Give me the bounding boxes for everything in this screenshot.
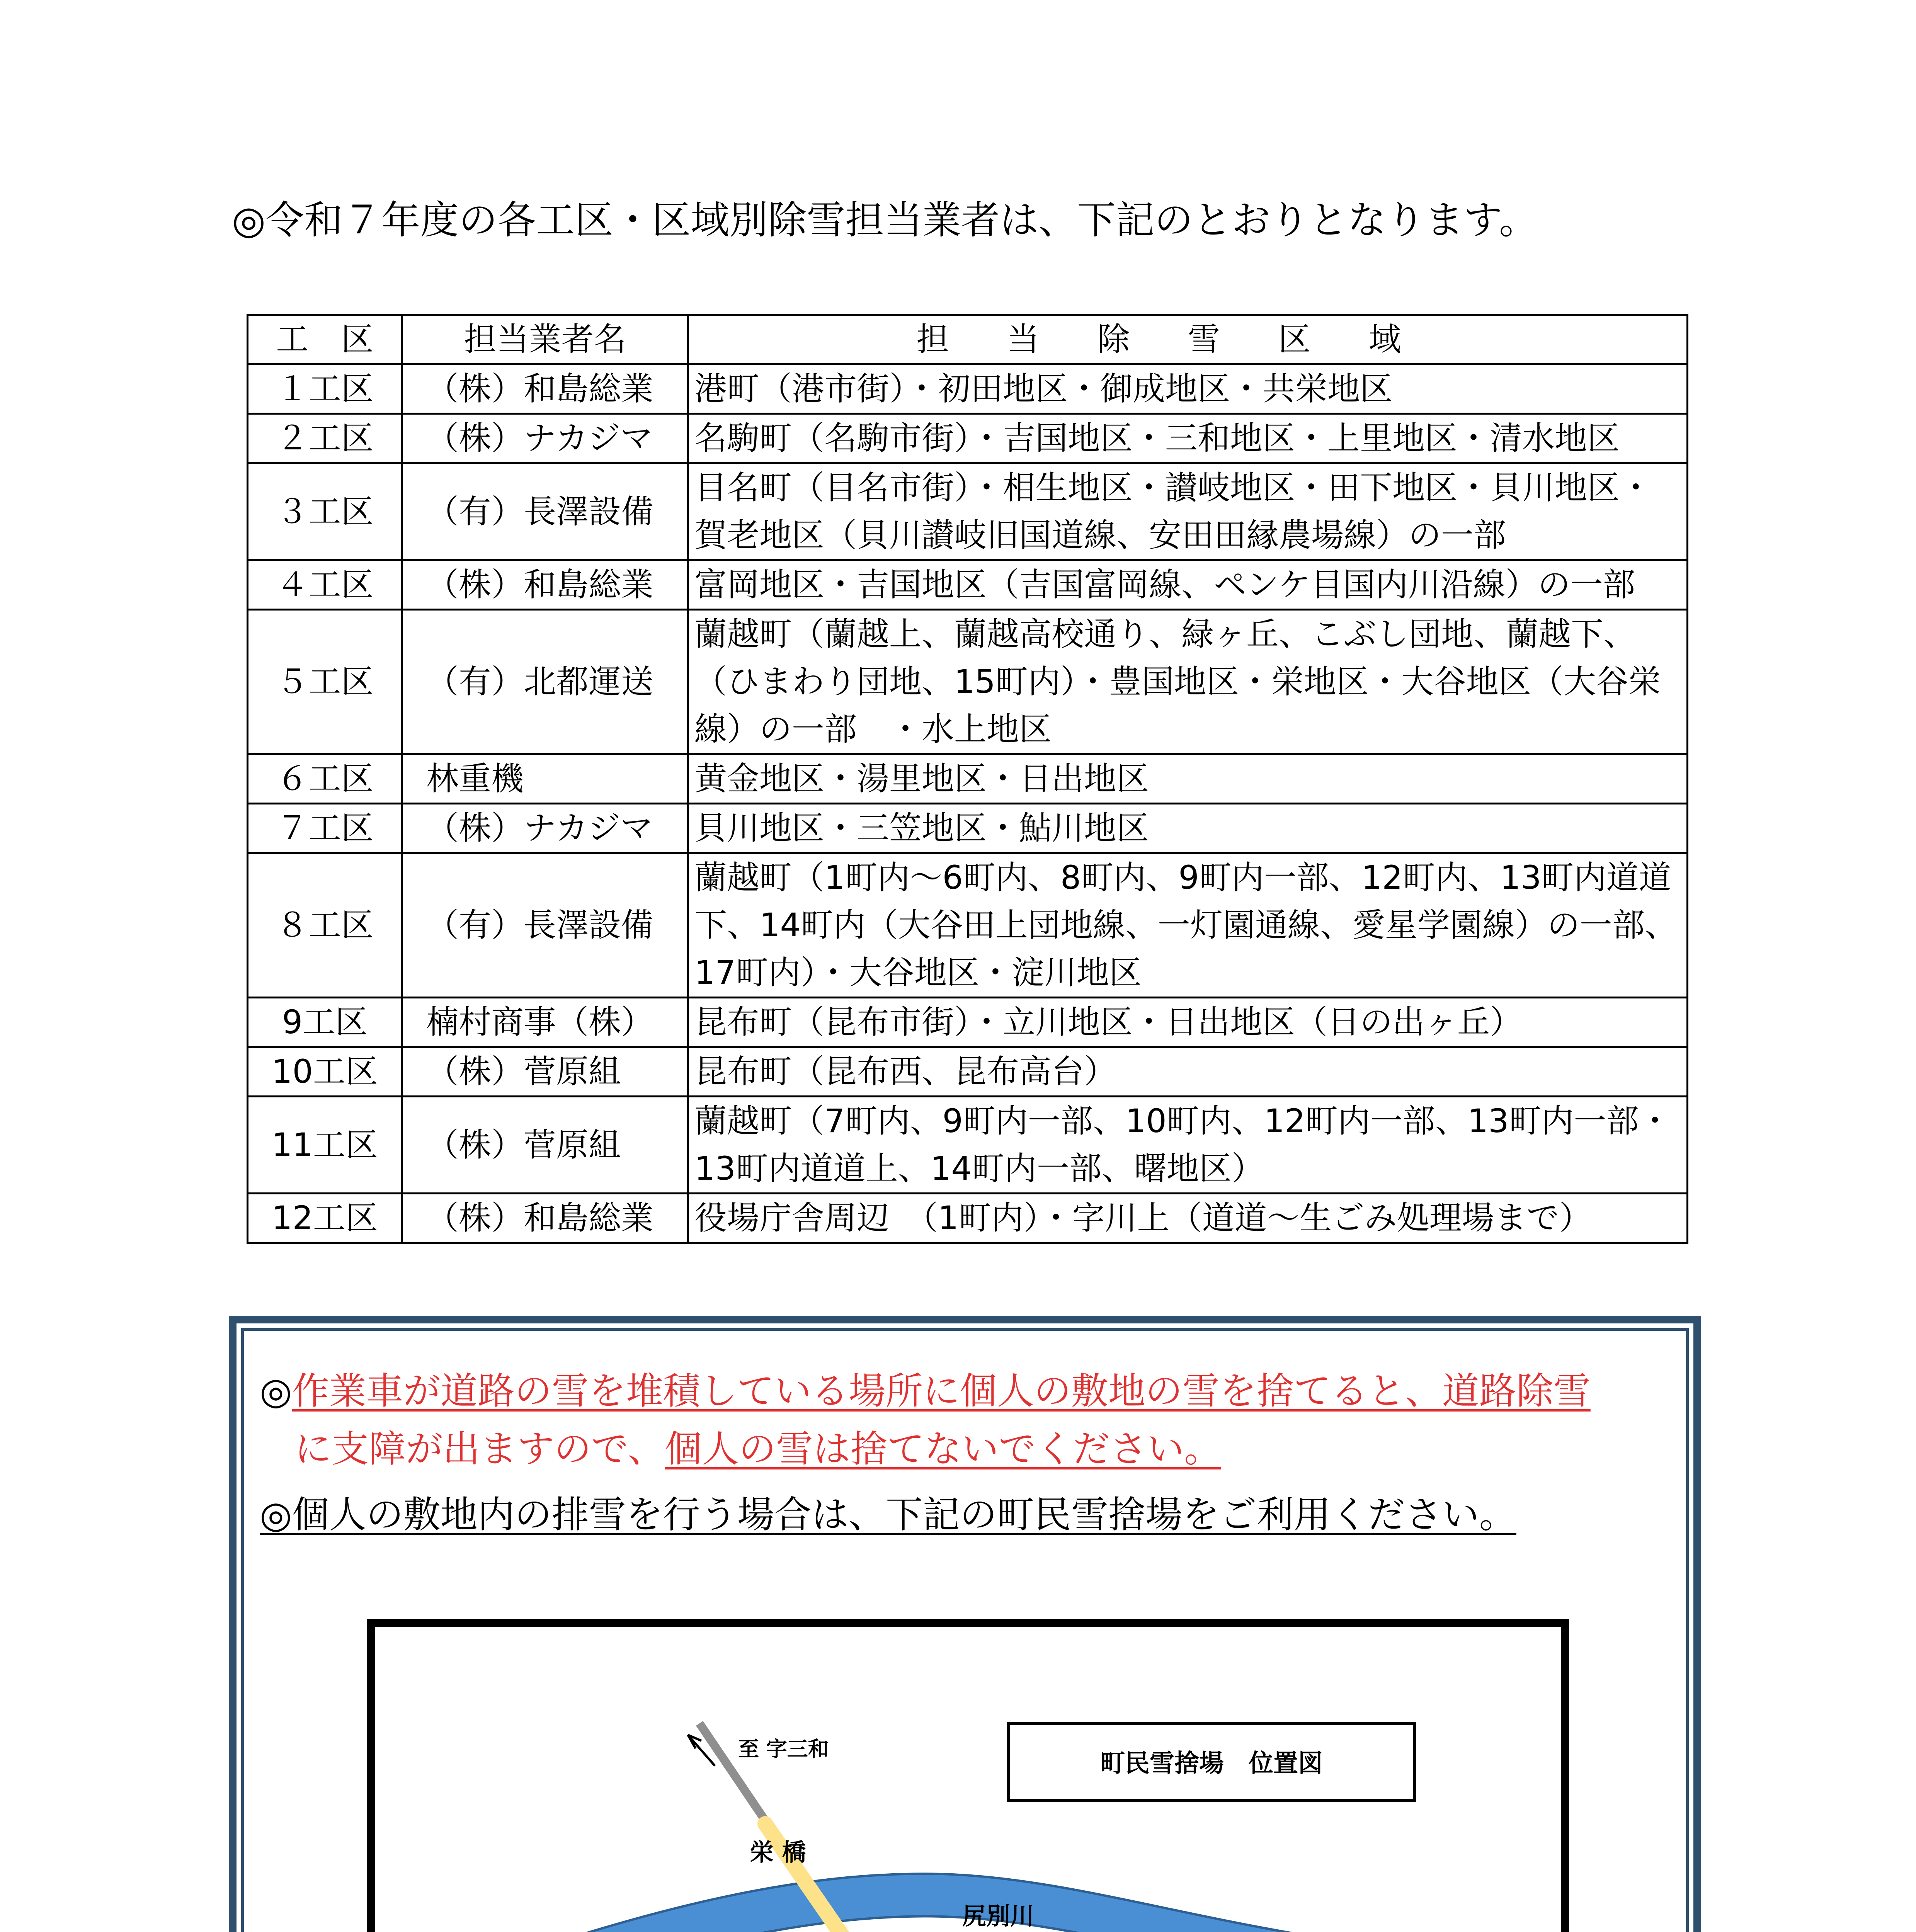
cell-ku: ６工区 <box>248 754 402 804</box>
label-river: 尻別川 <box>962 1902 1035 1930</box>
cell-company: （株）菅原組 <box>402 1097 688 1194</box>
label-bridge: 栄 橋 <box>750 1838 806 1866</box>
cell-area: 富岡地区・吉国地区（吉国富岡線、ペンケ目国内川沿線）の一部 <box>688 560 1688 610</box>
table-row <box>248 754 1688 804</box>
cell-ku: 12工区 <box>248 1194 402 1243</box>
table-row <box>248 364 1688 414</box>
snow-removal-table <box>247 314 1688 1244</box>
cell-ku: ８工区 <box>248 853 402 998</box>
cell-area: 目名町（目名市街）・相生地区・讃岐地区・田下地区・貝川地区・賀老地区（貝川讃岐旧国道線、安田田縁農場線）の一部 <box>688 463 1688 560</box>
cell-company: （有）北都運送 <box>402 610 688 754</box>
cell-ku: 11工区 <box>248 1097 402 1194</box>
notice-warning-2b: 個人の雪は捨てないでください。 <box>665 1427 1222 1471</box>
cell-ku: 10工区 <box>248 1047 402 1097</box>
table-row <box>248 463 1688 560</box>
table-row <box>248 853 1688 998</box>
cell-ku: ５工区 <box>248 610 402 754</box>
cell-company: 楠村商事（株） <box>402 998 688 1047</box>
table-row <box>248 998 1688 1047</box>
cell-ku: １工区 <box>248 364 402 414</box>
cell-company: （株）ナカジマ <box>402 804 688 853</box>
cell-area: 蘭越町（1町内～6町内、8町内、9町内一部、12町内、13町内道道下、14町内（大谷田上団地線、一灯園通線、愛星学園線）の一部、17町内）・大谷地区・淀川地区 <box>688 853 1688 998</box>
cell-area: 昆布町（昆布市街）・立川地区・日出地区（日の出ヶ丘） <box>688 998 1688 1047</box>
cell-company: （株）和島総業 <box>402 560 688 610</box>
cell-ku: ７工区 <box>248 804 402 853</box>
header-area: 担当除雪区域 <box>688 315 1688 364</box>
cell-company: 林重機 <box>402 754 688 804</box>
cell-area: 名駒町（名駒市街）・吉国地区・三和地区・上里地区・清水地区 <box>688 414 1688 463</box>
cell-area: 昆布町（昆布西、昆布高台） <box>688 1047 1688 1097</box>
cell-company: （株）ナカジマ <box>402 414 688 463</box>
table-header-row <box>248 315 1688 364</box>
cell-area: 役場庁舎周辺 （1町内）・字川上（道道～生ごみ処理場まで） <box>688 1194 1688 1243</box>
notice-mark: ◎ <box>260 1369 292 1413</box>
cell-area: 貝川地区・三笠地区・鮎川地区 <box>688 804 1688 853</box>
notice-warning-2a: に支障が出ますので、 <box>294 1427 665 1471</box>
table-row <box>248 560 1688 610</box>
cell-company: （株）菅原組 <box>402 1047 688 1097</box>
table-row <box>248 414 1688 463</box>
cell-area: 黄金地区・湯里地区・日出地区 <box>688 754 1688 804</box>
cell-ku: ４工区 <box>248 560 402 610</box>
cell-company: （株）和島総業 <box>402 364 688 414</box>
cell-company: （有）長澤設備 <box>402 853 688 998</box>
notice-line-2 <box>294 1424 1221 1474</box>
cell-ku: ３工区 <box>248 463 402 560</box>
cell-area: 蘭越町（7町内、9町内一部、10町内、12町内一部、13町内一部・13町内道道上、14町内一部、曙地区） <box>688 1097 1688 1194</box>
location-map <box>367 1619 1569 1932</box>
table-row <box>248 804 1688 853</box>
notice-line-1 <box>260 1366 1591 1416</box>
label-to-uwa: 至 字三和 <box>738 1737 829 1761</box>
header-ku: 工 区 <box>248 315 402 364</box>
table-row <box>248 1097 1688 1194</box>
cell-area: 蘭越町（蘭越上、蘭越高校通り、緑ヶ丘、こぶし団地、蘭越下、（ひまわり団地、15町内）・豊国地区・栄地区・大谷地区（大谷栄線）の一部 ・水上地区 <box>688 610 1688 754</box>
notice-warning-1: 作業車が道路の雪を堆積している場所に個人の敷地の雪を捨てると、道路除雪 <box>292 1369 1591 1413</box>
page-heading: ◎令和７年度の各工区・区域別除雪担当業者は、下記のとおりとなります。 <box>232 197 1538 243</box>
cell-area: 港町（港市街）・初田地区・御成地区・共栄地区 <box>688 364 1688 414</box>
map-title: 町民雪捨場 位置図 <box>1100 1749 1323 1778</box>
cell-ku: 9工区 <box>248 998 402 1047</box>
table-row <box>248 1047 1688 1097</box>
cell-company: （株）和島総業 <box>402 1194 688 1243</box>
notice-line-3: ◎個人の敷地内の排雪を行う場合は、下記の町民雪捨場をご利用ください。 <box>260 1493 1516 1536</box>
cell-ku: ２工区 <box>248 414 402 463</box>
table-row <box>248 1194 1688 1243</box>
header-company: 担当業者名 <box>402 315 688 364</box>
table-row <box>248 610 1688 754</box>
cell-company: （有）長澤設備 <box>402 463 688 560</box>
